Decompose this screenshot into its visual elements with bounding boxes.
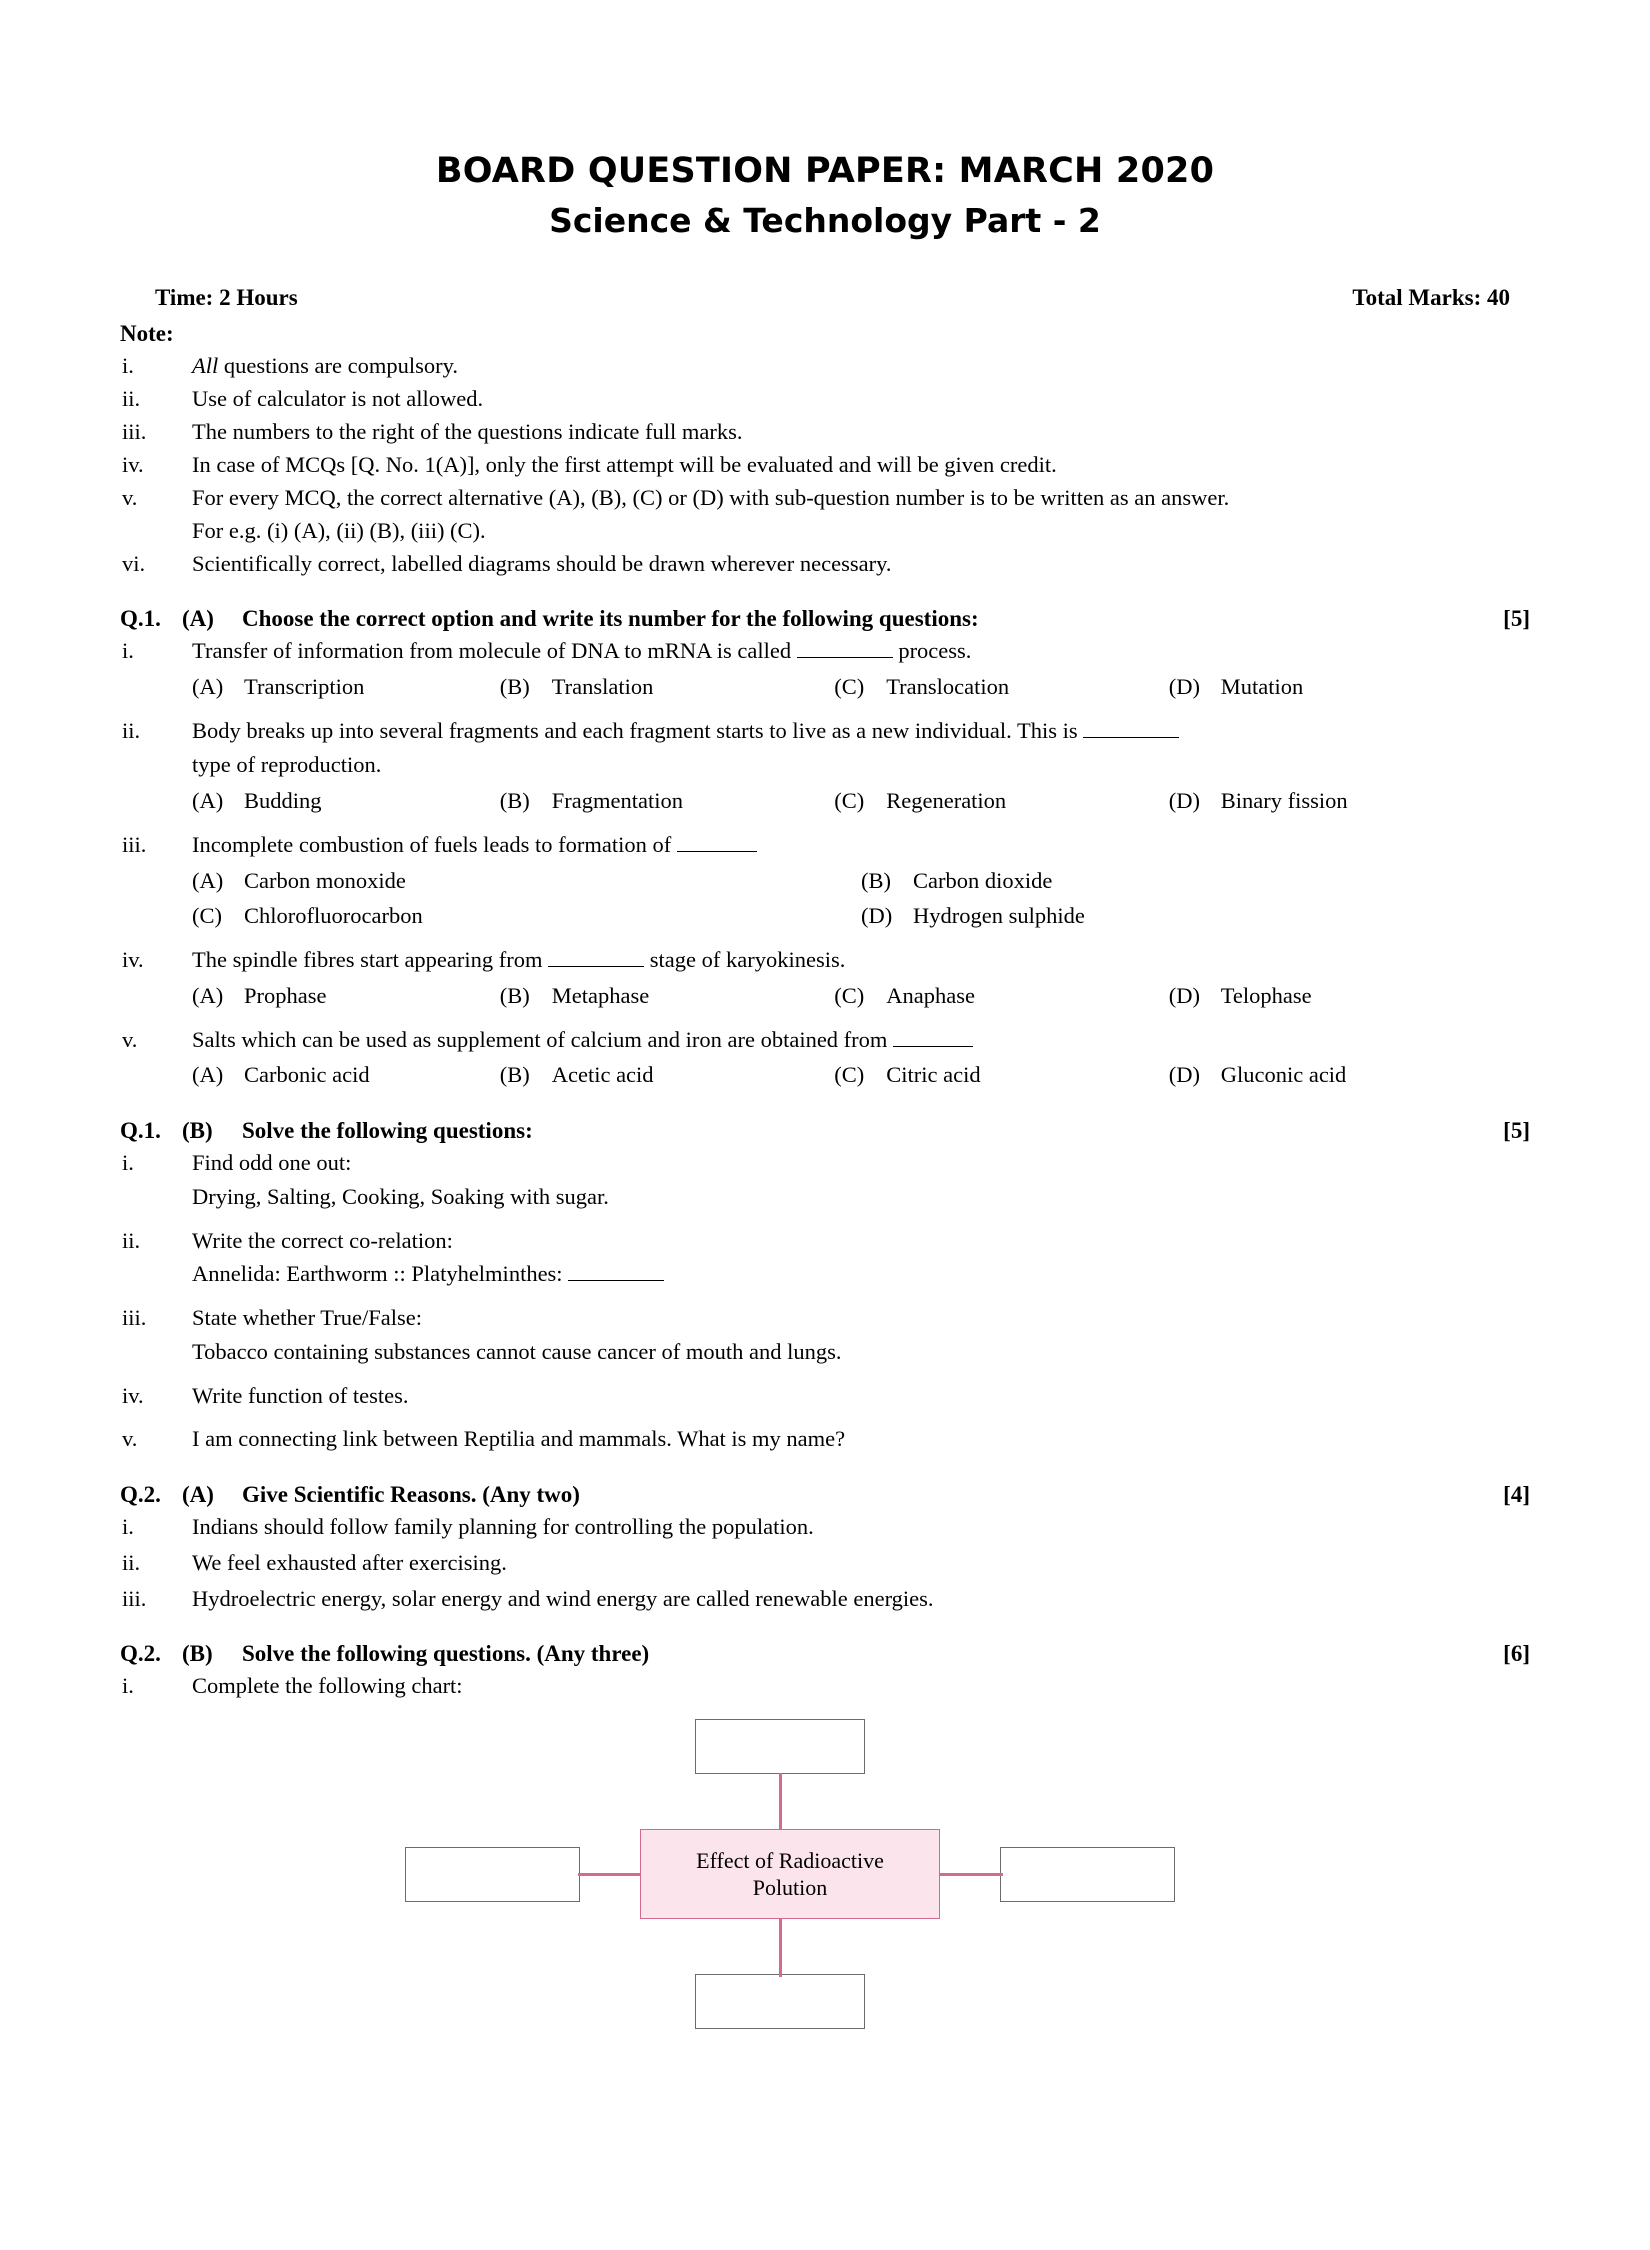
sub-question-body [192,1301,1530,1369]
sub-question-number: ii. [122,1227,141,1253]
option-text: Gluconic acid [1220,1062,1347,1088]
answer-box-top[interactable] [695,1719,865,1774]
chart-center-node [640,1829,940,1919]
option-label: (A) [192,867,224,893]
note-text: For every MCQ, the correct alternative (A), (B), (C) or (D) with sub-question number is to be written as an answer. [192,484,1230,510]
option-text: Translocation [886,673,1010,699]
option-label: (D) [1168,788,1200,814]
question-header-q1b [120,1118,1530,1144]
option-row [120,979,1530,1013]
option-text: Mutation [1220,673,1304,699]
option-a[interactable] [192,1058,500,1092]
option-row [120,670,1530,704]
note-list [120,349,1530,580]
sub-question [120,1224,1530,1292]
option-text: Metaphase [551,982,650,1008]
question-title: Give Scientific Reasons. (Any two) [242,1482,580,1508]
question-header-q2a [120,1482,1530,1508]
option-text: Hydrogen sulphide [913,903,1085,929]
sub-question [120,1146,1530,1214]
question-text-line2 [192,1257,1530,1291]
note-item [120,448,1530,481]
option-c[interactable] [834,979,1169,1013]
chart-center-label-line2: Polution [752,1875,828,1901]
note-number: i. [122,352,134,378]
note-text [192,349,1530,382]
sub-question-body: Complete the following chart: [192,1673,463,1699]
question-marks: [5] [1503,1118,1530,1144]
page-subtitle: Science & Technology Part - 2 [549,200,1101,240]
correlation-text: Annelida: Earthworm :: Platyhelminthes: [192,1261,563,1287]
question-title: Solve the following questions. (Any three) [242,1641,650,1667]
option-row [120,899,1530,933]
note-text: In case of MCQs [Q. No. 1(A)], only the first attempt will be evaluated and will be given credit. [192,451,1057,477]
answer-blank [1083,737,1179,738]
note-number: ii. [122,385,141,411]
answer-blank [548,966,644,967]
question-title: Choose the correct option and write its number for the following questions: [242,606,979,632]
option-text: Fragmentation [551,788,683,814]
sub-question-body [192,943,1530,977]
option-a[interactable] [192,784,500,818]
question-text-line2: Tobacco containing substances cannot cause cancer of mouth and lungs. [192,1338,842,1364]
option-d[interactable] [861,899,1530,933]
sub-question-number: ii. [122,1549,141,1575]
option-b[interactable] [861,864,1530,898]
sub-question-number: v. [122,1426,138,1452]
note-example: For e.g. (i) (A), (ii) (B), (iii) (C). [192,517,486,543]
sub-question-body: Indians should follow family planning for controlling the population. [192,1514,814,1540]
option-row [120,1058,1530,1092]
sub-question-body [192,714,1530,783]
question-text: Write the correct co-relation: [192,1227,453,1253]
sub-question [120,1510,1530,1544]
option-label: (D) [1168,1062,1200,1088]
option-a[interactable] [192,670,500,704]
sub-question-body [192,1224,1530,1292]
option-d[interactable] [1169,784,1504,818]
sub-question-body [192,828,1530,862]
sub-question [120,634,1530,668]
option-label: (B) [499,788,530,814]
sub-question-number: i. [122,1514,134,1540]
sub-question-number: i. [122,1673,134,1699]
question-part: (B) [182,1641,213,1667]
sub-question [120,1546,1530,1580]
option-label: (D) [1168,673,1200,699]
option-text: Binary fission [1220,788,1348,814]
note-item [120,415,1530,448]
option-label: (B) [499,673,530,699]
option-label: (D) [1168,982,1200,1008]
note-item [120,382,1530,415]
option-label: (A) [192,788,224,814]
option-label: (C) [834,788,865,814]
option-label: (C) [834,1062,865,1088]
question-text: Salts which can be used as supplement of calcium and iron are obtained from [192,1026,888,1052]
chart-center-label-line1: Effect of Radioactive [696,1847,884,1873]
option-label: (C) [192,903,222,929]
sub-question-number: i. [122,638,134,664]
question-part: (B) [182,1118,213,1144]
question-text: State whether True/False: [192,1305,422,1331]
option-d[interactable] [1169,1058,1504,1092]
option-text: Translation [551,673,654,699]
question-number: Q.1. [120,1118,161,1144]
sub-question [120,1669,1530,1703]
question-text-tail: stage of karyokinesis. [649,947,846,973]
paper-heading [120,150,1530,243]
exam-meta [120,285,1530,311]
chart-canvas [350,1709,1250,2039]
note-label: Note: [120,320,174,346]
question-text: Find odd one out: [192,1150,352,1176]
sub-question [120,1301,1530,1369]
question-title: Solve the following questions: [242,1118,533,1144]
option-label: (C) [834,673,865,699]
sub-question [120,1422,1530,1456]
question-marks: [4] [1503,1482,1530,1508]
option-c[interactable] [834,670,1169,704]
option-text: Carbon monoxide [244,867,406,893]
note-item [120,481,1530,514]
option-b[interactable] [500,1058,835,1092]
option-a[interactable] [192,864,861,898]
sub-question-number: v. [122,1026,138,1052]
question-text: The spindle fibres start appearing from [192,947,543,973]
option-b[interactable] [500,670,835,704]
sub-question-number: iv. [122,1382,144,1408]
connector-top [779,1773,782,1833]
option-c[interactable] [834,1058,1169,1092]
note-body: questions are compulsory. [218,352,458,378]
sub-question-body [192,1023,1530,1057]
sub-question [120,943,1530,977]
option-label: (B) [861,867,891,893]
note-item [120,547,1530,580]
option-label: (A) [192,673,224,699]
question-part: (A) [182,606,214,632]
option-b[interactable] [500,784,835,818]
option-text: Budding [244,788,322,814]
answer-box-right[interactable] [1000,1847,1175,1902]
chart-center-label [696,1847,884,1902]
exam-total-marks: Total Marks: 40 [1352,284,1510,310]
option-d[interactable] [1169,979,1504,1013]
sub-question-number: iv. [122,947,144,973]
note-text: Use of calculator is not allowed. [192,385,484,411]
option-label: (B) [499,1062,530,1088]
answer-blank [677,851,757,852]
question-part: (A) [182,1482,214,1508]
question-text-line2: Drying, Salting, Cooking, Soaking with sugar. [192,1183,609,1209]
option-text: Citric acid [886,1062,981,1088]
sub-question [120,714,1530,783]
sub-question [120,1023,1530,1057]
sub-question [120,828,1530,862]
option-text: Acetic acid [551,1062,654,1088]
answer-box-left[interactable] [405,1847,580,1902]
sub-question-number: iii. [122,831,147,857]
option-text: Chlorofluorocarbon [244,903,423,929]
note-item [120,349,1530,382]
answer-blank [797,657,893,658]
note-number: v. [122,484,138,510]
sub-question-number: iii. [122,1585,147,1611]
note-text: Scientifically correct, labelled diagrams should be drawn wherever necessary. [192,551,892,577]
sub-question-body: I am connecting link between Reptilia and mammals. What is my name? [192,1426,846,1452]
connector-bottom [779,1917,782,1977]
question-text: Transfer of information from molecule of DNA to mRNA is called [192,638,792,664]
question-number: Q.2. [120,1641,161,1667]
question-text-tail: process. [898,638,972,664]
question-text-tail: type of reproduction. [192,752,382,778]
page-title: BOARD QUESTION PAPER: MARCH 2020 [435,151,1215,191]
question-marks: [5] [1503,606,1530,632]
option-b[interactable] [500,979,835,1013]
question-header-q1a [120,606,1530,632]
note-number: iii. [122,418,147,444]
option-c[interactable] [834,784,1169,818]
sub-question-body [192,634,1530,668]
connector-left [578,1873,643,1876]
option-label: (A) [192,1062,224,1088]
note-number: vi. [122,551,146,577]
exam-duration: Time: 2 Hours [155,284,298,310]
option-text: Prophase [244,982,327,1008]
note-emphasis: All [192,352,219,378]
sub-question [120,1582,1530,1616]
answer-blank [893,1046,973,1047]
option-text: Regeneration [886,788,1007,814]
option-label: (C) [834,982,865,1008]
note-number: iv. [122,451,144,477]
option-label: (A) [192,982,224,1008]
question-header-q2b [120,1641,1530,1667]
option-text: Carbon dioxide [913,867,1053,893]
sub-question-body: We feel exhausted after exercising. [192,1549,507,1575]
question-marks: [6] [1503,1641,1530,1667]
sub-question-body: Write function of testes. [192,1382,409,1408]
question-text: Body breaks up into several fragments and each fragment starts to live as a new individual. This is [192,717,1078,743]
sub-question-body: Hydroelectric energy, solar energy and wind energy are called renewable energies. [192,1585,934,1611]
option-row [120,864,1530,898]
question-number: Q.2. [120,1482,161,1508]
sub-question-number: i. [122,1150,134,1176]
radioactive-pollution-chart [120,1709,1530,2039]
option-text: Telophase [1220,982,1312,1008]
option-text: Transcription [244,673,365,699]
sub-question-body [192,1146,1530,1214]
option-text: Anaphase [886,982,975,1008]
answer-box-bottom[interactable] [695,1974,865,2029]
option-a[interactable] [192,979,500,1013]
option-label: (D) [861,903,893,929]
option-label: (B) [499,982,530,1008]
option-text: Carbonic acid [244,1062,370,1088]
question-number: Q.1. [120,606,161,632]
option-d[interactable] [1169,670,1504,704]
option-row [120,784,1530,818]
sub-question-number: iii. [122,1305,147,1331]
question-text: Incomplete combustion of fuels leads to formation of [192,831,672,857]
connector-right [938,1873,1003,1876]
note-text: The numbers to the right of the questions indicate full marks. [192,418,743,444]
sub-question [120,1379,1530,1413]
option-c[interactable] [192,899,861,933]
answer-blank [568,1280,664,1281]
sub-question-number: ii. [122,717,141,743]
